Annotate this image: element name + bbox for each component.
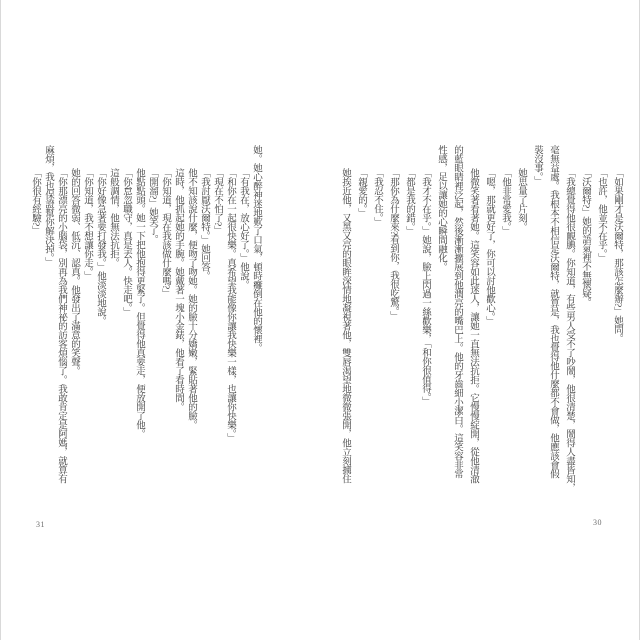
text-column: 的藍眼睛裡泛起，然後漸漸擴展到他潤亮的嘴巴上。他的牙齒細小潔白。這笑容非常 — [452, 145, 462, 478]
text-column: 「你知道，我不想讓你走。」 — [82, 168, 92, 281]
text-column: 他點點頭。她一下把他抱得更緊了。但覺得他真要走，便放開了他。 — [134, 168, 144, 438]
text-column: 「你很有經驗?」 — [30, 168, 40, 235]
text-column: 「我忍不住。」 — [372, 168, 382, 227]
text-column: 「親愛的。」 — [356, 168, 366, 218]
text-column: 他微笑著看著她。這笑容如此迷人，讓她一直無法抗拒。它慢慢綻開，從他清澈 — [468, 168, 478, 483]
text-column: 「有我在，放心好了。」他說。 — [238, 168, 248, 290]
text-column: 「和你在一起很快樂。真希望我能像你讓我快樂一樣，也讓你快樂。」 — [225, 168, 235, 443]
text-column: 她思量了片刻。 — [516, 168, 526, 231]
page-left-text-block — [28, 145, 262, 483]
text-column: 「都是我的錯。」 — [404, 168, 414, 236]
text-column: 「現在不怕了?」 — [212, 168, 222, 235]
text-column: 「我討厭沃爾特。」她回答。 — [199, 168, 209, 281]
text-column: 她挨近他，又黑又亮的眼眸深情地凝視著他，雙唇渴望地微微張開，他立刻擄住 — [340, 168, 350, 483]
page-number-left: 31 — [36, 520, 45, 529]
text-column: 「你知道，現在我該做什麼嗎?」 — [160, 168, 170, 298]
scan-edge-left — [0, 0, 1, 640]
text-column: 她的回答微弱、低沉、認真。他發出了滿意的笑聲。 — [69, 168, 79, 375]
text-column: 「沃爾特?」她的語氣裡不無懷疑。 — [580, 168, 590, 307]
text-column: 「你好像急著要打發我。」他淡淡地說。 — [95, 168, 105, 326]
page-number-right: 30 — [593, 518, 602, 527]
text-column: 麻煩，我也保證幫你解決掉。」 — [43, 145, 53, 267]
text-column: 「你怠忽職守，真是丟人。快走吧。」 — [121, 168, 131, 317]
text-column: 性感，足以讓她的心瞬間融化。 — [436, 145, 446, 271]
text-column: 他不知該說什麼，便吻了吻她。她的臉十分嬌嫩，緊貼著他的臉。 — [186, 168, 196, 429]
text-column: 「我才不在乎。」她說，臉上閃過一絲歡樂，「和你很值得。」 — [420, 168, 430, 406]
text-column: 「那你為什麼來?看到你，我很吃驚。」 — [388, 168, 398, 320]
text-column: 「你那漂亮的小腦袋，別再為我們神祕的訪客煩惱了。我敢肯定是阿媽，就算有 — [56, 168, 66, 483]
text-column: 裝沒事。」 — [532, 145, 542, 186]
text-column: 「嗯，那就更好了，你可以討他歡心。」 — [484, 168, 494, 326]
page-right-text-block — [337, 145, 625, 492]
text-column: 這般調情，他無法抗拒。 — [108, 168, 118, 267]
text-column: 「我總覺得他很靦腆。你知道，有些男人受不了吵鬧，他很清楚，鬧得人盡皆知， — [564, 168, 574, 492]
text-column: 這時，他抓起她的手腕。她戴著一塊小金錶，他看了看時間。 — [173, 168, 183, 411]
text-column: 毫無益處。我根本不相信是沃爾特，就算是，我也覺得他什麼都不會做，他應該會假 — [548, 145, 558, 478]
text-column: 她。她心醉神迷地歎了口氣，頓時癱倒在他的懷裡。 — [251, 145, 261, 352]
text-column: 「如果剛才是沃爾特，那該怎麼辦?」她問。 — [612, 168, 622, 343]
text-column: 「開溜?」她笑了。 — [147, 168, 157, 244]
text-column: 「也許，他並不在乎。」 — [596, 168, 606, 263]
text-column: 「他非常愛我。」 — [500, 168, 510, 236]
